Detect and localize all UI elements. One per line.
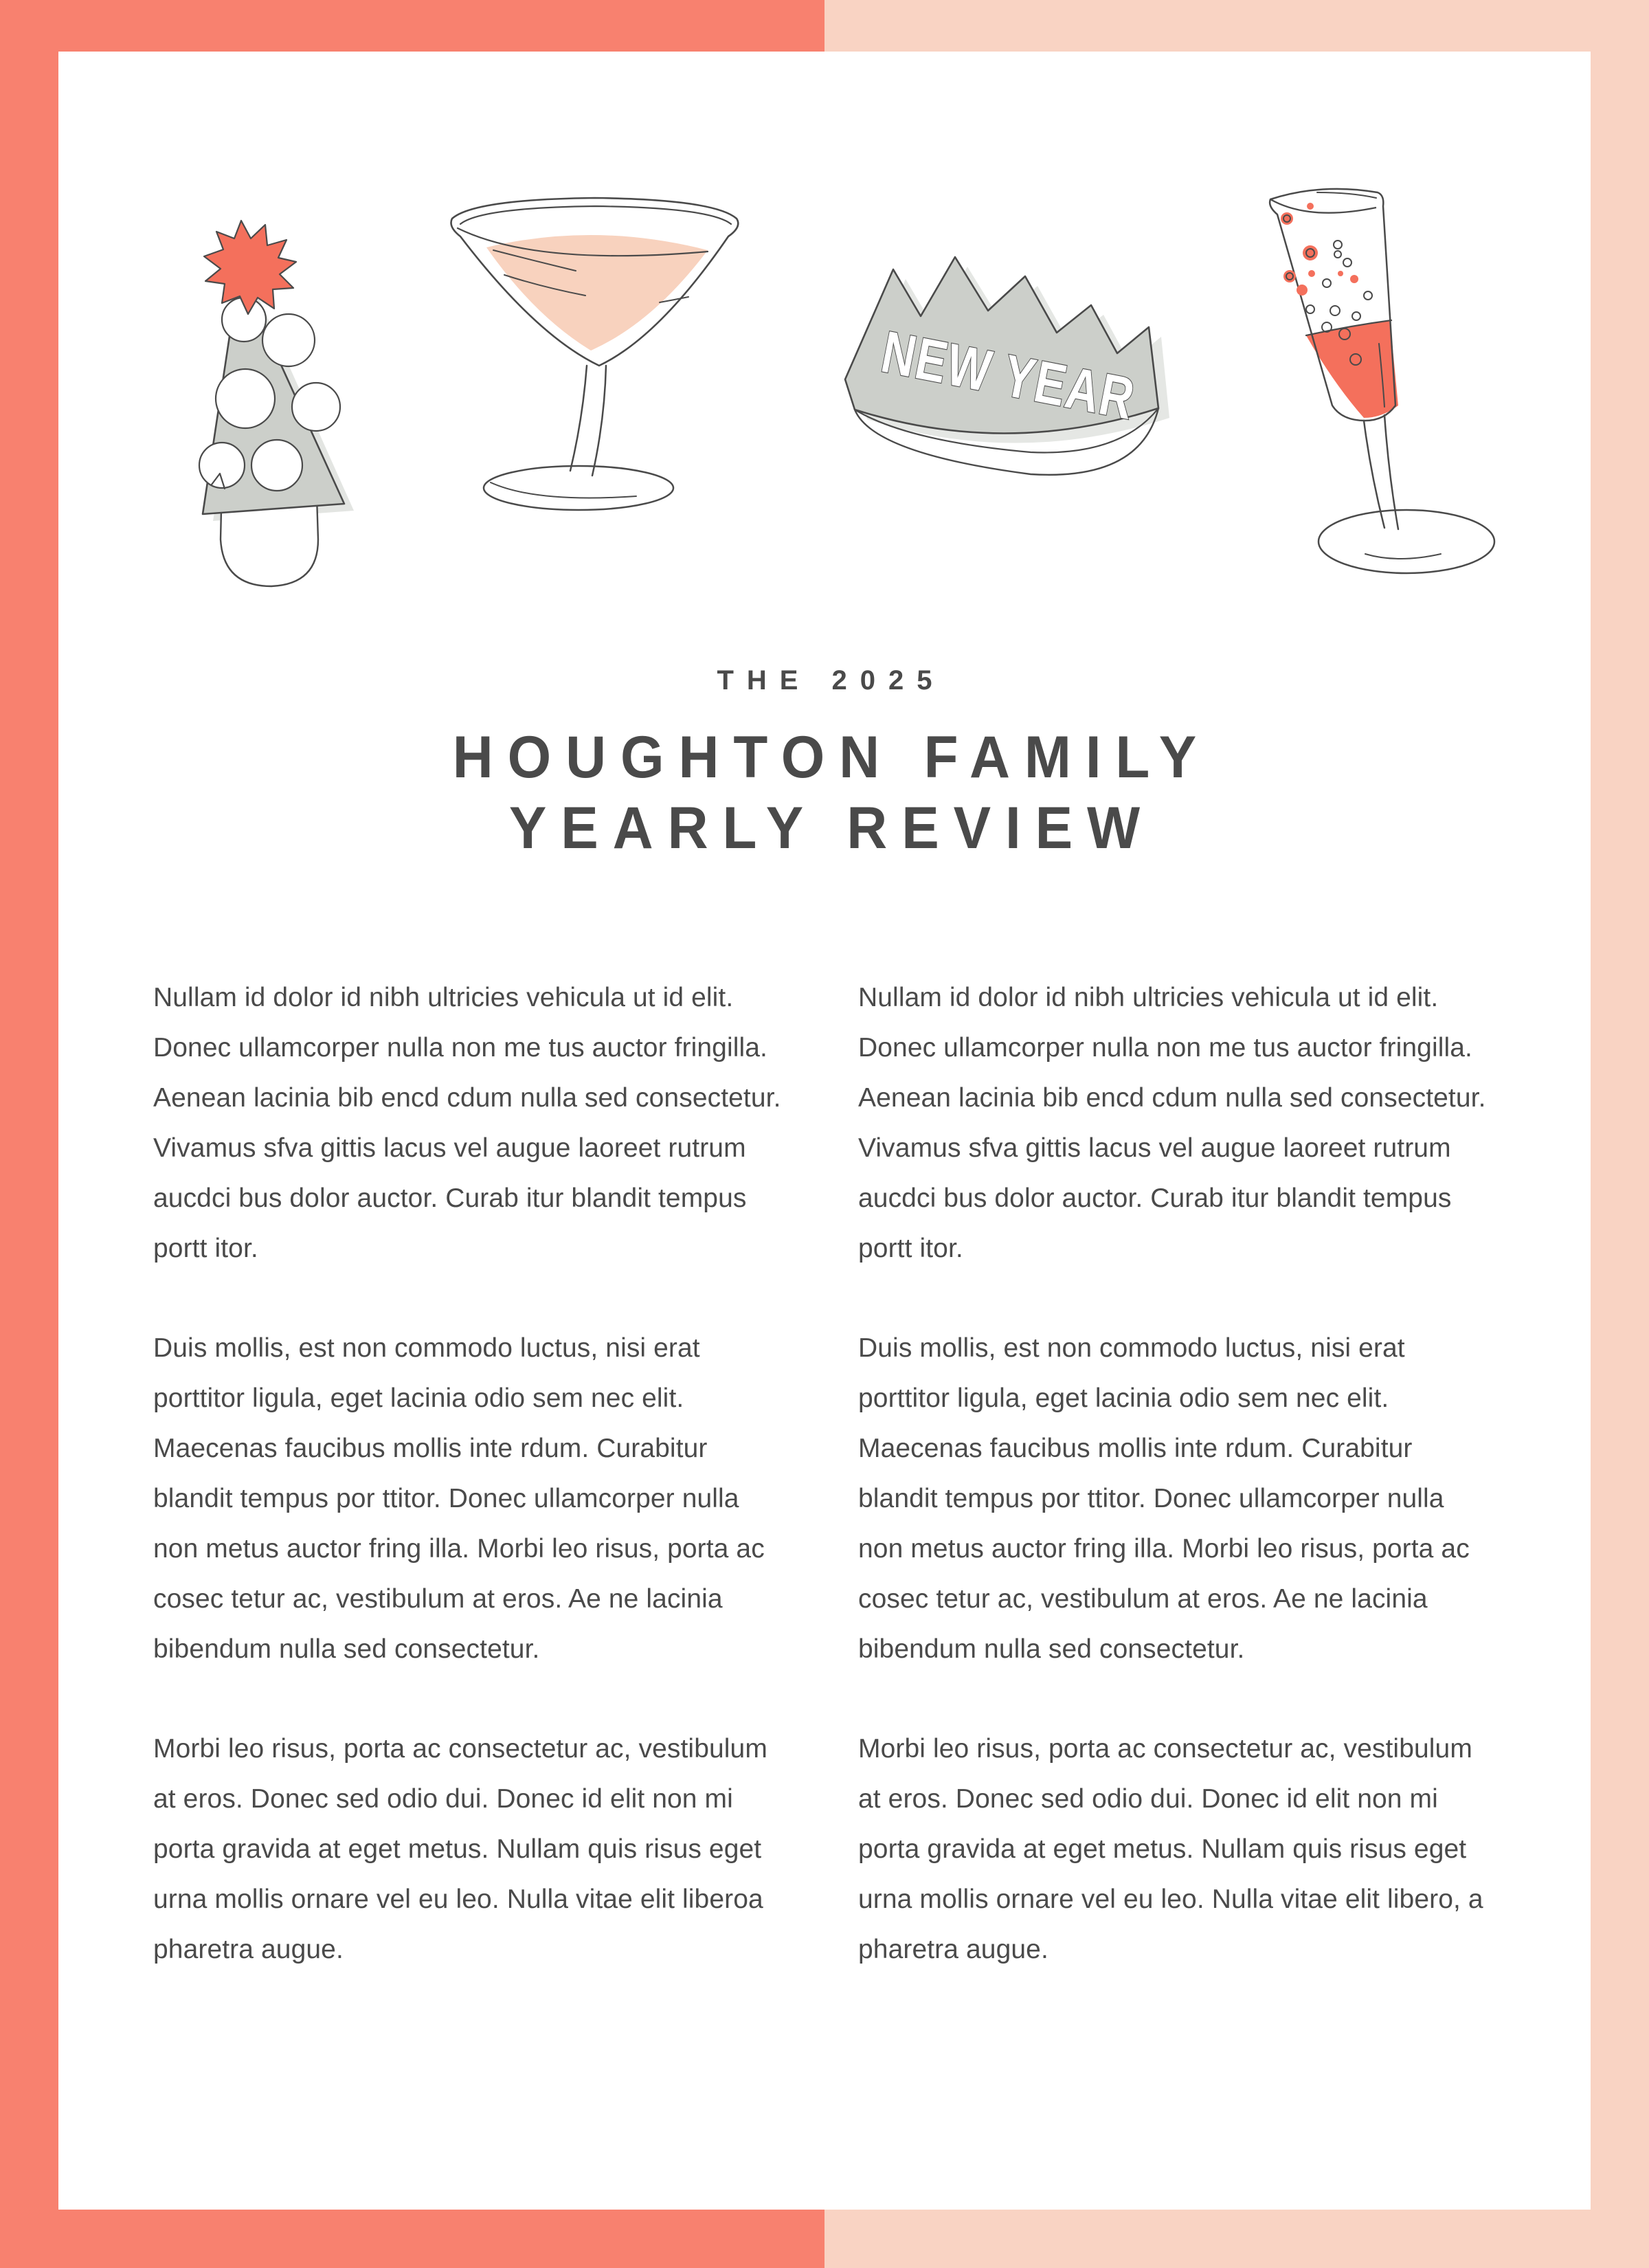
new-year-crown-illustration: [824, 247, 1189, 522]
page-title-line-2: YEARLY REVIEW: [508, 794, 1155, 861]
crown-text-label: NEW YEAR: [876, 318, 1141, 433]
champagne-flute-illustration: [1261, 179, 1536, 584]
white-sheet: [58, 52, 1591, 2210]
paragraph: Nullam id dolor id nibh ultricies vehicula ut id elit. Donec ullamcorper nulla non me tus auctor fringilla. Aenean lacinia bib encd cdum nulla sed consectetur. Vivamus sfva gittis lacus vel augue laoreet rutrum aucdci bus dolor auctor. Curab itur blandit tempus portt itor.: [153, 983, 781, 1263]
paragraph: Duis mollis, est non commodo luctus, nisi erat porttitor ligula, eget lacinia odio sem nec elit. Maecenas faucibus mollis inte rdum. Curabitur blandit tempus por ttitor. Donec ullamcorper nulla non metus auctor fring illa. Morbi leo risus, porta ac cosec tetur ac, vestibulum at eros. Ae ne lacinia bibendum nulla sed consectetur.: [153, 1333, 765, 1664]
body-column-left: [153, 972, 785, 1975]
paragraph: Morbi leo risus, porta ac consectetur ac, vestibulum at eros. Donec sed odio dui. Donec id elit non mi porta gravida at eget metus. Nullam quis risus eget urna mollis ornare vel eu leo. Nulla vitae elit liberoa pharetra augue.: [153, 1734, 767, 1964]
party-hat-illustration: [141, 210, 388, 594]
body-columns: [58, 972, 1591, 1975]
paragraph: Duis mollis, est non commodo luctus, nisi erat porttitor ligula, eget lacinia odio sem nec elit. Maecenas faucibus mollis inte rdum. Curabitur blandit tempus por ttitor. Donec ullamcorper nulla non metus auctor fring illa. Morbi leo risus, porta ac cosec tetur ac, vestibulum at eros. Ae ne lacinia bibendum nulla sed consectetur.: [858, 1333, 1470, 1664]
martini-glass-illustration: [433, 179, 756, 515]
title-block: [58, 665, 1591, 861]
body-column-right: [858, 972, 1490, 1975]
paragraph: Nullam id dolor id nibh ultricies vehicula ut id elit. Donec ullamcorper nulla non me tus auctor fringilla. Aenean lacinia bib encd cdum nulla sed consectetur. Vivamus sfva gittis lacus vel augue laoreet rutrum aucdci bus dolor auctor. Curab itur blandit tempus portt itor.: [858, 983, 1486, 1263]
illustration-row: [58, 172, 1591, 653]
paragraph: Morbi leo risus, porta ac consectetur ac, vestibulum at eros. Donec sed odio dui. Donec id elit non mi porta gravida at eget metus. Nullam quis risus eget urna mollis ornare vel eu leo. Nulla vitae elit libero, a pharetra augue.: [858, 1734, 1483, 1964]
pom-pom-starburst: [204, 221, 296, 314]
eyebrow-text: THE 2025: [717, 665, 945, 696]
page-title-line-1: HOUGHTON FAMILY: [452, 724, 1211, 790]
